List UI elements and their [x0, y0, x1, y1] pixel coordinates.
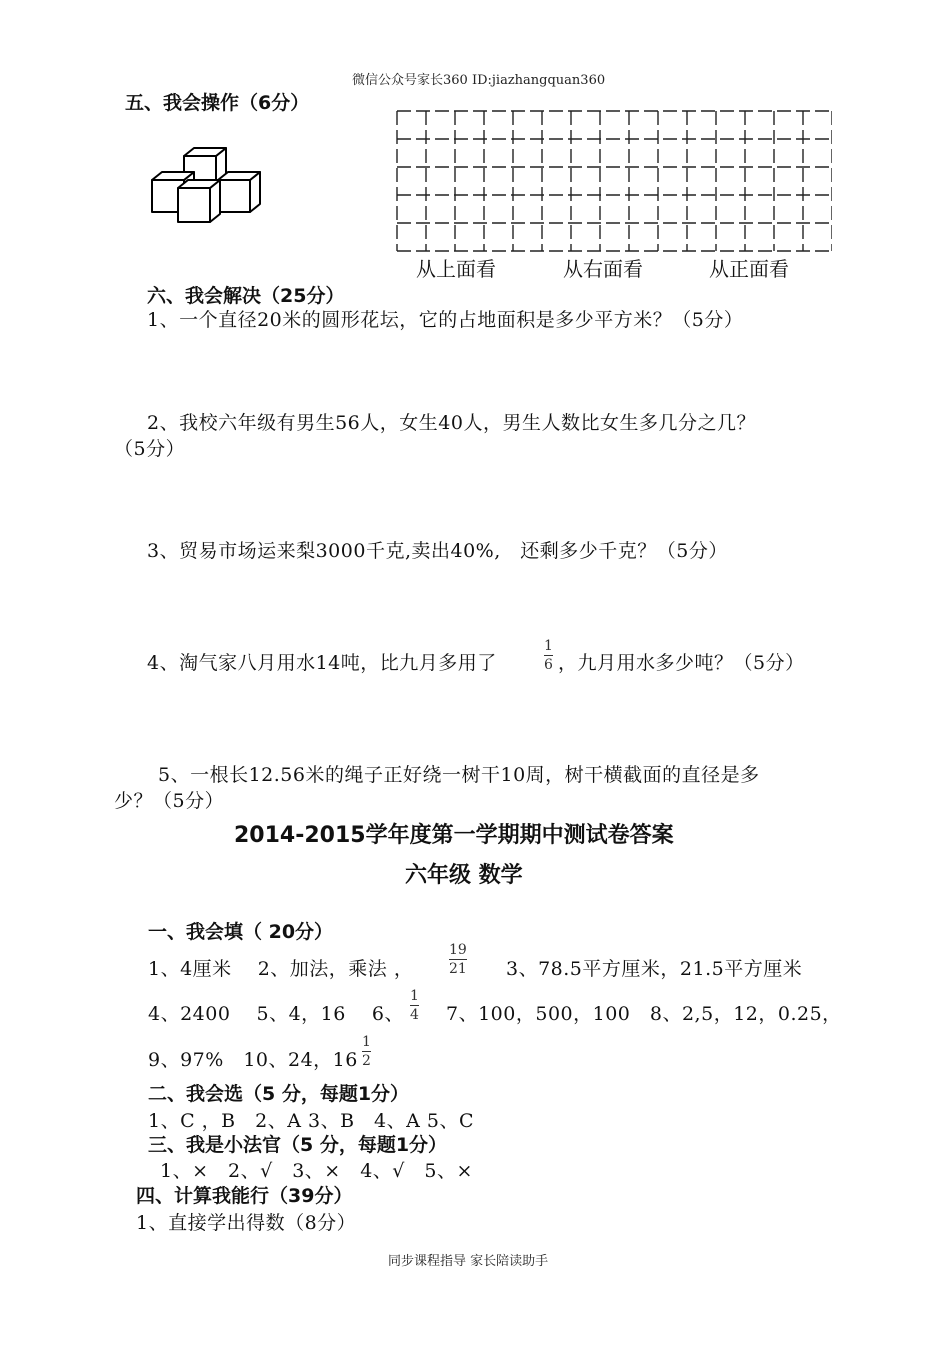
question-2-line-1: 2、我校六年级有男生56人，女生40人，男生人数比女生多几分之几？ [147, 412, 756, 434]
answer-1-row-1-start: 1、4厘米 2、加法，乘法 ， [148, 958, 414, 980]
answer-section-2-title: 二、我会选（5 分，每题1分） [148, 1083, 410, 1105]
fraction-numerator: 1 [410, 988, 419, 1004]
answer-1-row-2-end: 7、100，500，100 8、2,5，12，0.25， [446, 1003, 842, 1025]
answer-section-2-answers: 1、C ，B 2、A 3、B 4、A 5、C [148, 1110, 475, 1132]
answer-1-row-1-fraction [449, 942, 467, 977]
view-label-front: 从正面看 [709, 257, 789, 281]
answer-section-4-item-1: 1、直接学出得数（8分） [136, 1212, 357, 1234]
answer-1-row-3-fraction [362, 1034, 371, 1069]
answer-section-3-title: 三、我是小法官（5 分，每题1分） [148, 1134, 448, 1156]
question-4-fraction [544, 638, 553, 673]
fraction-bar [449, 959, 467, 960]
answer-1-row-2-fraction [410, 988, 419, 1023]
answer-1-row-3: 9、97% 10、24，16 [148, 1049, 358, 1071]
question-5-line-1: 5、一根长12.56米的绳子正好绕一树干10周，树干横截面的直径是多 [158, 764, 760, 786]
question-3: 3、贸易市场运来梨3000千克,卖出40%, 还剩多少千克？（5分） [147, 540, 728, 562]
fraction-bar [410, 1005, 419, 1006]
fraction-denominator: 6 [544, 657, 553, 673]
answer-1-row-2-start: 4、2400 5、4，16 6、 [148, 1003, 404, 1025]
page-footer: 同步课程指导 家长陪读助手 [388, 1254, 549, 1269]
answer-key-title: 2014-2015学年度第一学期期中测试卷答案 [234, 823, 674, 848]
fraction-bar [362, 1051, 371, 1052]
answer-key-subtitle: 六年级 数学 [405, 863, 523, 888]
dotted-drawing-grid [396, 110, 832, 252]
section-5-title: 五、我会操作（6分） [125, 92, 310, 114]
section-6-title: 六、我会解决（25分） [147, 285, 345, 307]
answer-section-1-title: 一、我会填（ 20分） [148, 921, 334, 943]
fraction-denominator: 4 [410, 1007, 419, 1023]
fraction-numerator: 1 [362, 1034, 371, 1050]
fraction-denominator: 2 [362, 1053, 371, 1069]
question-2-line-2: （5分） [114, 438, 186, 460]
fraction-denominator: 21 [449, 961, 467, 977]
fraction-bar [544, 655, 553, 656]
question-1: 1、一个直径20米的圆形花坛，它的占地面积是多少平方米？（5分） [147, 309, 744, 331]
question-4-start: 4、淘气家八月用水14吨，比九月多用了 [147, 652, 497, 674]
question-5-line-2: 少？（5分） [114, 790, 225, 812]
question-4-end: ，九月用水多少吨？（5分） [558, 652, 805, 674]
answer-section-3-answers: 1、× 2、√ 3、× 4、√ 5、× [160, 1160, 473, 1182]
page-header: 微信公众号家长360 ID:jiazhangquan360 [352, 73, 606, 88]
fraction-numerator: 19 [449, 942, 467, 958]
cube-front-front [178, 188, 210, 222]
answer-1-row-1-end: 3、78.5平方厘米，21.5平方厘米 [506, 958, 803, 980]
answer-section-4-title: 四、计算我能行（39分） [136, 1185, 353, 1207]
cube-right-front [218, 180, 250, 212]
fraction-numerator: 1 [544, 638, 553, 654]
cube-figure [148, 142, 268, 232]
view-label-top: 从上面看 [416, 257, 496, 281]
view-label-right: 从右面看 [563, 257, 643, 281]
